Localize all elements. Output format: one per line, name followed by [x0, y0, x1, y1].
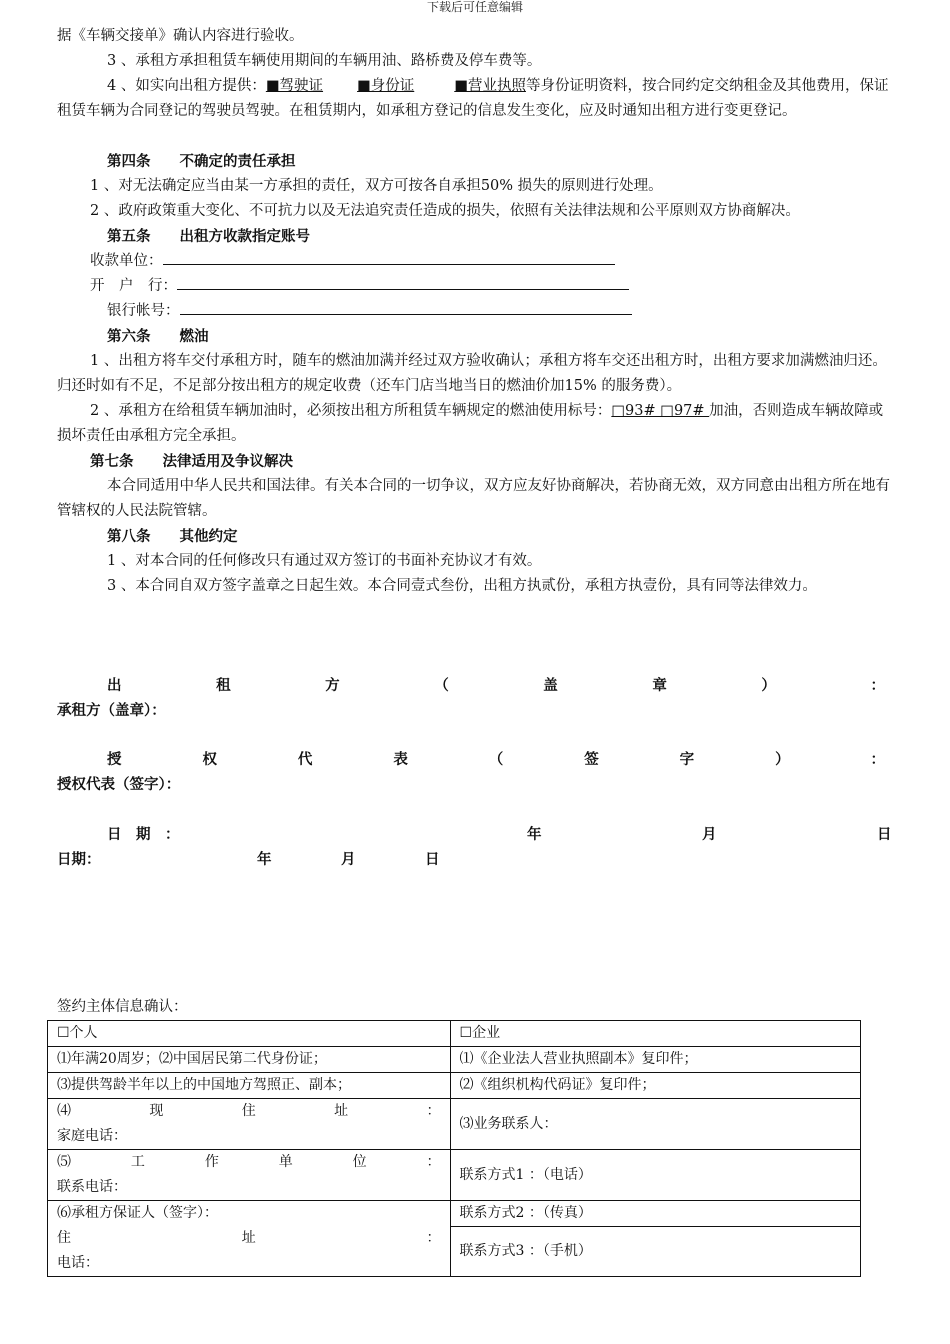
- date2-label: 日期：: [57, 851, 101, 868]
- option-driver-license: ■驾驶证: [265, 78, 324, 94]
- date2-year: 年: [257, 851, 272, 868]
- section-7-title: 第七条 法律适用及争议解决: [90, 453, 293, 470]
- section-4-item-2: 2 、政府政策重大变化、不可抗力以及无法追究责任造成的损失，依照有关法律法规和公平原则双方协商解决。: [90, 203, 800, 219]
- contact-method-1-field[interactable]: 联系方式1 ：（电话）: [450, 1150, 860, 1201]
- bank-field: 开 户 行：: [90, 274, 629, 299]
- personal-req-3: ⑶提供驾龄半年以上的中国地方驾照正、副本；: [48, 1073, 451, 1099]
- guarantor-phone-field[interactable]: 电话：: [57, 1255, 99, 1271]
- contact-method-3-field[interactable]: 联系方式3 ：（手机）: [450, 1227, 860, 1277]
- payee-blank-line: [163, 250, 615, 265]
- clause-4-id-documents: 4 、如实向出租方提供：■驾驶证 ■身份证 ■营业执照等身份证明资料，按合同约定交纳租金及其他费用，保证租赁车辆为合同登记的驾驶员驾驶。在租赁期内，如承租方登记的信息发生变化，应及时通知出租方进行变更登记。: [57, 78, 889, 119]
- contact-method-2-field[interactable]: 联系方式2 ：（传真）: [450, 1201, 860, 1227]
- signatory-info-table: [47, 1020, 861, 1277]
- section-8-title: 第八条 其他约定: [107, 528, 238, 545]
- account-field: 银行帐号：: [107, 299, 632, 324]
- section-4-item-1: 1 、对无法确定应当由某一方承担的责任，双方可按各自承担50% 损失的原则进行处理。: [90, 178, 663, 194]
- section-8-item-3: 3 、本合同自双方签字盖章之日起生效。本合同壹式叁份，出租方执贰份，承租方执壹份，具有同等法律效力。: [107, 578, 817, 594]
- section-4-title: 第四条 不确定的责任承担: [107, 153, 296, 170]
- guarantor-signature-field[interactable]: ⑹承租方保证人（签字）：: [57, 1205, 218, 1221]
- date-month: 月: [702, 826, 717, 843]
- current-address-field[interactable]: ⑷ 现 住 址 ：: [57, 1103, 441, 1119]
- lessor-seal-line: 出 租 方 （ 盖 章 ） ：: [107, 677, 885, 694]
- personal-address-cell: [48, 1099, 451, 1150]
- employer-field[interactable]: ⑸ 工 作 单 位 ：: [57, 1154, 441, 1170]
- enterprise-req-2: ⑵《组织机构代码证》复印件；: [450, 1073, 860, 1099]
- section-6-item-2: 2 、承租方在给租赁车辆加油时，必须按出租方所租赁车辆规定的燃油使用标号：□93# □97# 加油，否则造成车辆故障或损坏责任由承租方完全承担。: [57, 403, 884, 444]
- lessee-seal-label: 承租方（盖章）：: [57, 702, 166, 719]
- contact-phone-field[interactable]: 联系电话：: [57, 1179, 127, 1195]
- contract-line-1: 据《车辆交接单》确认内容进行验收。: [57, 28, 304, 44]
- enterprise-header[interactable]: ☐企业: [450, 1021, 860, 1047]
- date2-month: 月: [341, 851, 356, 868]
- authorized-rep-line: 授 权 代 表 （ 签 字 ） ：: [107, 751, 885, 768]
- section-8-item-1: 1 、对本合同的任何修改只有通过双方签订的书面补充协议才有效。: [107, 553, 542, 569]
- guarantor-address-field[interactable]: 住 址 ：: [57, 1230, 441, 1246]
- personal-header[interactable]: ☐个人: [48, 1021, 451, 1047]
- clause-3-fuel-tolls: 3 、承租方承担租赁车辆使用期间的车辆用油、路桥费及停车费等。: [107, 53, 542, 69]
- bank-blank-line: [177, 275, 629, 290]
- fuel-grade-options: □93# □97#: [611, 403, 710, 419]
- section-5-title: 第五条 出租方收款指定账号: [107, 228, 310, 245]
- payee-field: 收款单位：: [90, 249, 615, 274]
- option-id-card: ■身份证: [357, 78, 415, 94]
- home-phone-field[interactable]: 家庭电话：: [57, 1128, 127, 1144]
- page-header: 下载后可任意编辑: [426, 0, 523, 14]
- guarantor-cell: [48, 1201, 451, 1277]
- section-6-item-1: 1 、出租方将车交付承租方时，随车的燃油加满并经过双方验收确认；承租方将车交还出租方时，出租方要求加满燃油归还。归还时如有不足，不足部分按出租方的规定收费（还车门店当地当日的燃油价加15% 的服务费）。: [57, 353, 887, 394]
- enterprise-req-1: ⑴《企业法人营业执照副本》复印件；: [450, 1047, 860, 1073]
- date-year: 年: [527, 826, 542, 843]
- option-business-license: ■营业执照: [454, 78, 526, 94]
- business-contact-field[interactable]: ⑶业务联系人：: [450, 1099, 860, 1150]
- date-day: 日: [877, 826, 892, 843]
- section-7-body: 本合同适用中华人民共和国法律。有关本合同的一切争议，双方应友好协商解决，若协商无效，双方同意由出租方所在地有管辖权的人民法院管辖。: [57, 478, 890, 519]
- personal-employer-cell: [48, 1150, 451, 1201]
- personal-req-1: ⑴年满20周岁；⑵中国居民第二代身份证；: [48, 1047, 451, 1073]
- account-blank-line: [180, 300, 632, 315]
- info-caption: 签约主体信息确认：: [57, 999, 188, 1015]
- authorized-rep-label: 授权代表（签字）：: [57, 776, 181, 793]
- section-6-title: 第六条 燃油: [107, 328, 209, 345]
- date2-day: 日: [425, 851, 440, 868]
- date-label: 日 期 ：: [107, 826, 180, 843]
